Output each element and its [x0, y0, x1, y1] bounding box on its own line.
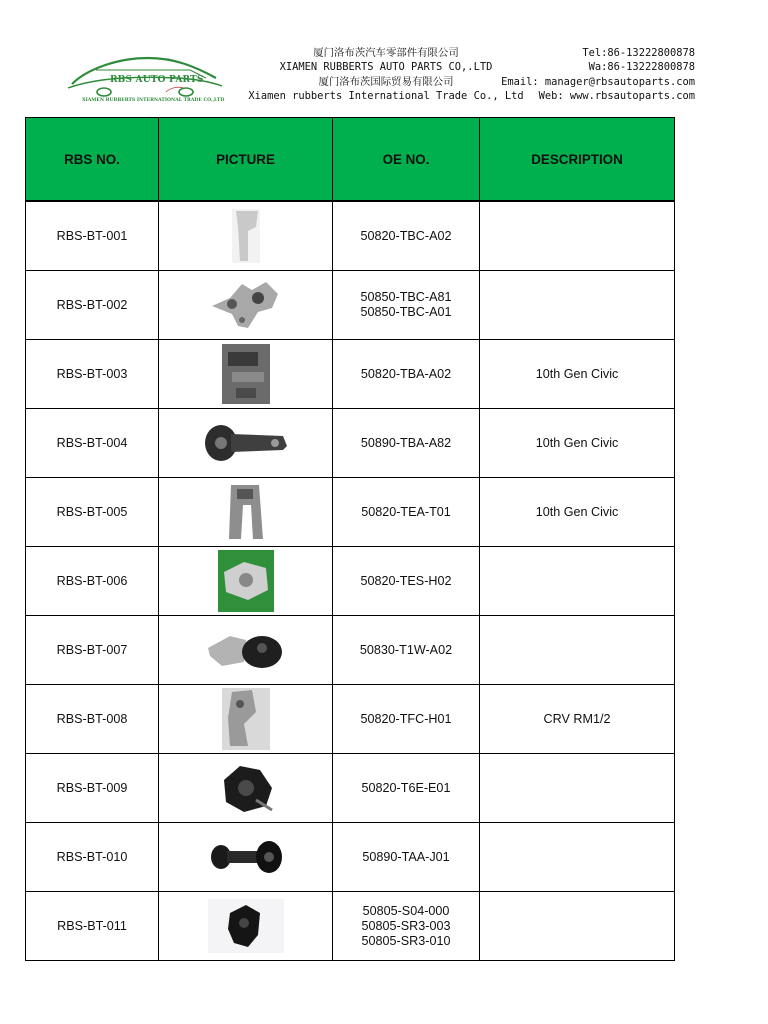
description-cell: CRV RM1/2	[480, 685, 675, 754]
torque-rod-photo-icon	[203, 420, 289, 466]
mount-bracket-photo-icon	[226, 207, 266, 265]
company-line: XIAMEN RUBBERTS AUTO PARTS CO,.LTD	[279, 61, 493, 74]
table-row	[26, 409, 675, 478]
table-row	[26, 685, 675, 754]
rbs-no-cell: RBS-BT-005	[26, 478, 159, 547]
rbs-no-cell: RBS-BT-008	[26, 685, 159, 754]
contact-email: Email: manager@rbsautoparts.com	[501, 75, 695, 88]
rbs-no-cell: RBS-BT-007	[26, 616, 159, 685]
description-cell	[480, 754, 675, 823]
logo-name: RBS AUTO PARTS	[110, 75, 204, 85]
oe-no-cell	[333, 409, 480, 478]
table-row	[26, 271, 675, 340]
oe-number: 50850-TBC-A81	[360, 290, 452, 304]
oe-number: 50820-TBC-A02	[360, 228, 452, 243]
company-line: Xiamen rubberts International Trade Co., Ltd	[248, 90, 524, 103]
contact-whatsapp: Wa:86-13222800878	[588, 61, 695, 74]
oe-no-cell	[333, 478, 480, 547]
description-cell	[480, 823, 675, 892]
oe-number: 50850-TBC-A01	[360, 305, 452, 319]
description-cell	[480, 271, 675, 340]
oe-no-cell	[333, 616, 480, 685]
picture-cell	[159, 409, 333, 478]
picture-cell	[159, 616, 333, 685]
oe-no-cell	[333, 823, 480, 892]
picture-cell	[159, 892, 333, 961]
column-header-rbs-no: RBS NO.	[26, 118, 159, 202]
mount-bracket-photo-icon	[222, 688, 270, 750]
description-cell	[480, 201, 675, 271]
rbs-no-cell: RBS-BT-004	[26, 409, 159, 478]
description-cell	[480, 616, 675, 685]
torque-rod-photo-icon	[209, 835, 283, 879]
picture-cell	[159, 685, 333, 754]
oe-number: 50820-TEA-T01	[361, 504, 451, 519]
description-cell: 10th Gen Civic	[480, 478, 675, 547]
contact-tel: Tel:86-13222800878	[582, 47, 695, 59]
rbs-no-cell: RBS-BT-010	[26, 823, 159, 892]
description-cell: 10th Gen Civic	[480, 409, 675, 478]
table-row	[26, 616, 675, 685]
rbs-no-cell: RBS-BT-003	[26, 340, 159, 409]
engine-mount-photo-icon	[206, 626, 286, 674]
rbs-no-cell: RBS-BT-011	[26, 892, 159, 961]
table-row	[26, 892, 675, 961]
picture-cell	[159, 340, 333, 409]
column-header-picture: PICTURE	[159, 118, 333, 202]
column-header-oe-no: OE NO.	[333, 118, 480, 202]
mount-bracket-photo-icon	[208, 276, 284, 334]
description-cell: 10th Gen Civic	[480, 340, 675, 409]
oe-no-cell	[333, 547, 480, 616]
company-line: 厦门洛布茨汽车零部件有限公司	[313, 47, 459, 59]
rbs-no-cell: RBS-BT-002	[26, 271, 159, 340]
picture-cell	[159, 478, 333, 547]
table-row	[26, 823, 675, 892]
oe-no-cell	[333, 892, 480, 961]
rbs-no-cell: RBS-BT-001	[26, 201, 159, 271]
oe-no-cell	[333, 271, 480, 340]
engine-mount-photo-icon	[208, 899, 284, 953]
logo-tagline: XIAMEN RUBBERTS INTERNATIONAL TRADE CO.,LTD	[82, 98, 225, 103]
table-row	[26, 547, 675, 616]
table-row	[26, 754, 675, 823]
company-line: 厦门洛布茨国际贸易有限公司	[318, 75, 454, 88]
oe-no-cell	[333, 685, 480, 754]
page-header	[0, 0, 768, 112]
oe-number: 50805-SR3-003	[361, 918, 451, 933]
oe-number: 50805-S04-000	[362, 903, 450, 918]
rbs-no-cell: RBS-BT-009	[26, 754, 159, 823]
oe-number: 50830-T1W-A02	[359, 642, 453, 657]
contact-web: Web: www.rbsautoparts.com	[538, 90, 695, 103]
mount-bracket-photo-icon	[218, 550, 274, 612]
oe-number: 50820-TES-H02	[360, 573, 452, 588]
company-logo	[66, 48, 226, 108]
contact-info	[435, 46, 695, 104]
mount-bracket-photo-icon	[222, 344, 270, 404]
oe-number: 50820-TBA-A02	[360, 366, 452, 381]
table-row	[26, 201, 675, 271]
description-cell	[480, 892, 675, 961]
oe-number: 50890-TAA-J01	[362, 849, 450, 864]
oe-no-cell	[333, 754, 480, 823]
oe-number: 50820-TFC-H01	[360, 711, 452, 726]
description-cell	[480, 547, 675, 616]
mount-bracket-photo-icon	[223, 483, 269, 541]
column-header-description: DESCRIPTION	[480, 118, 675, 202]
picture-cell	[159, 754, 333, 823]
oe-number: 50805-SR3-010	[361, 933, 451, 948]
oe-number: 50890-TBA-A82	[360, 435, 452, 450]
table-row	[26, 478, 675, 547]
oe-no-cell	[333, 201, 480, 271]
picture-cell	[159, 823, 333, 892]
oe-no-cell	[333, 340, 480, 409]
picture-cell	[159, 201, 333, 271]
picture-cell	[159, 271, 333, 340]
parts-table	[25, 117, 675, 961]
table-header-row	[26, 118, 675, 202]
oe-number: 50820-T6E-E01	[361, 780, 451, 795]
rbs-no-cell: RBS-BT-006	[26, 547, 159, 616]
picture-cell	[159, 547, 333, 616]
table-row	[26, 340, 675, 409]
engine-mount-photo-icon	[216, 760, 276, 816]
